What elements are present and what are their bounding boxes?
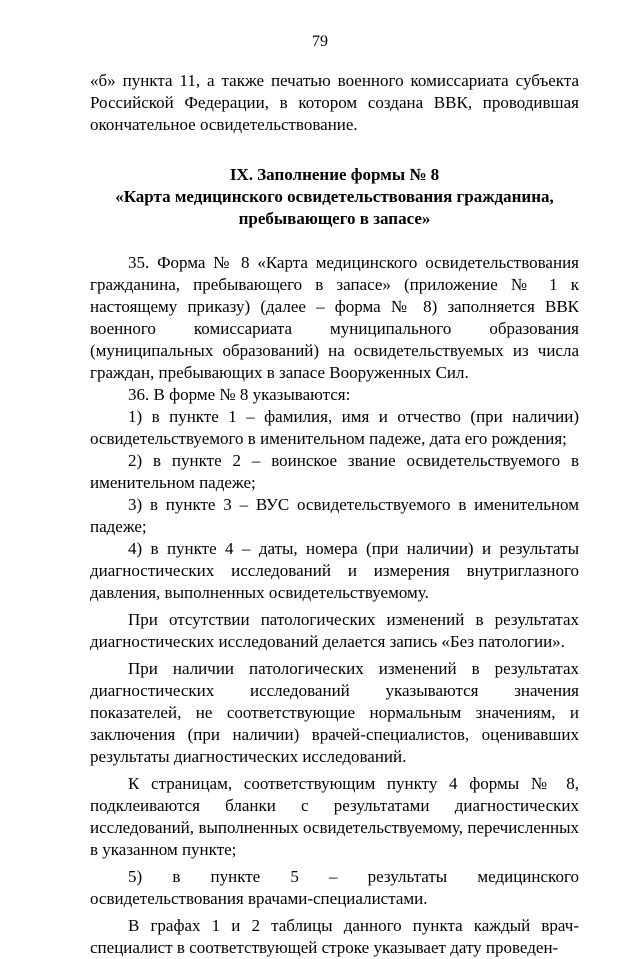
paragraph-no-pathology: При отсутствии патологических изменений в результатах диагностических исследований делается запись «Без патологии». bbox=[90, 610, 579, 651]
paragraph-36: 36. В форме № 8 указываются: bbox=[128, 385, 351, 404]
paragraph-pathology: При наличии патологических изменений в результатах диагностических исследований указываются значения показателей, не соответствующие нормальным значениям, и заключения (при наличии) врачей-специалистов, оценивавших результаты диагностических исследований. bbox=[90, 659, 579, 766]
intro-paragraph: «б» пункта 11, а также печатью военного комиссариата субъекта Российской Федерации, в котором создана ВВК, проводившая окончательное освидетельствование. bbox=[90, 71, 579, 134]
page-number: 79 bbox=[312, 33, 328, 50]
paragraph-table-columns: В графах 1 и 2 таблицы данного пункта каждый врач-специалист в соответствующей строке указывает дату проведен- bbox=[90, 916, 579, 957]
section-heading-line-3: пребывающего в запасе» bbox=[238, 209, 431, 228]
list-item-5: 5) в пункте 5 – результаты медицинского освидетельствования врачами-специалистами. bbox=[90, 867, 579, 908]
paragraph-attachments: К страницам, соответствующим пункту 4 формы № 8, подклеиваются бланки с результатами диагностических исследований, выполненных освидетельствуемому, перечисленных в указанном пункте; bbox=[90, 774, 579, 859]
list-item-4: 4) в пункте 4 – даты, номера (при наличии) и результаты диагностических исследований и измерения внутриглазного давления, выполненных освидетельствуемому. bbox=[90, 539, 579, 602]
section-heading-line-2: «Карта медицинского освидетельствования гражданина, bbox=[115, 187, 554, 206]
list-item-3: 3) в пункте 3 – ВУС освидетельствуемого в именительном падеже; bbox=[90, 495, 579, 536]
section-heading-line-1: IX. Заполнение формы № 8 bbox=[229, 165, 440, 184]
list-item-2: 2) в пункте 2 – воинское звание освидетельствуемого в именительном падеже; bbox=[90, 451, 579, 492]
page-content bbox=[90, 70, 579, 959]
list-item-1: 1) в пункте 1 – фамилия, имя и отчество (при наличии) освидетельствуемого в именительном падеже, дата его рождения; bbox=[90, 407, 579, 448]
paragraph-35: 35. Форма № 8 «Карта медицинского освидетельствования гражданина, пребывающего в запасе» (приложение № 1 к настоящему приказу) (далее – форма № 8) заполняется ВВК военного комиссариата муниципального образования (муниципальных образований) на освидетельствуемых из числа граждан, пребывающих в запасе Вооруженных Сил. bbox=[90, 253, 579, 382]
section-heading bbox=[90, 164, 579, 230]
